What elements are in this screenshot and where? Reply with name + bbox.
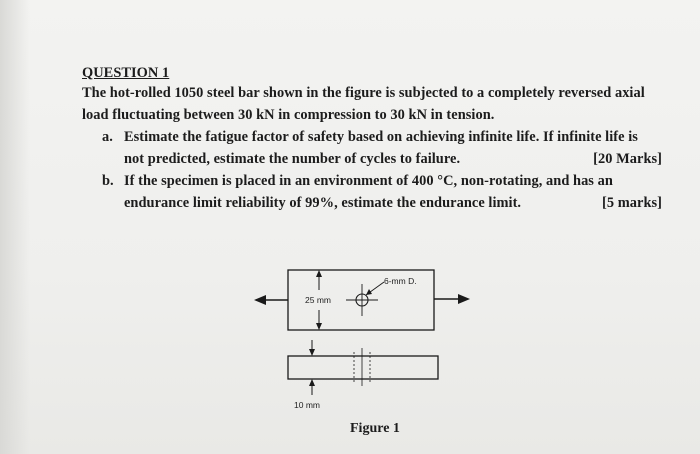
thickness-dim-arrow-up-icon <box>309 379 315 386</box>
right-load-arrowhead-icon <box>458 294 470 304</box>
question-heading: QUESTION 1 <box>82 65 170 81</box>
width-dimension-label: 25 mm <box>305 295 331 305</box>
part-a-marks: [20 Marks] <box>593 151 662 167</box>
part-b-marks: [5 marks] <box>601 195 662 211</box>
width-dim-arrow-down-icon <box>316 323 322 330</box>
intro-line-1: The hot-rolled 1050 steel bar shown in the figure is subjected to a completely reversed axial <box>82 85 645 101</box>
thickness-dimension-label: 10 mm <box>294 400 320 410</box>
part-b-line-1: If the specimen is placed in an environment of 400 °C, non-rotating, and has an <box>124 173 613 189</box>
part-a-line-1: Estimate the fatigue factor of safety based on achieving infinite life. If infinite life is <box>124 129 638 145</box>
hole-diameter-label: 6-mm D. <box>384 276 417 286</box>
part-b-marker: b. <box>102 173 114 189</box>
thickness-dim-arrow-down-icon <box>309 349 315 356</box>
part-a-marker: a. <box>102 129 113 145</box>
intro-line-2: load fluctuating between 30 kN in compression to 30 kN in tension. <box>82 107 495 123</box>
hole-leader-arrow-icon <box>366 289 372 295</box>
figure-caption: Figure 1 <box>350 421 400 436</box>
part-a-line-2: not predicted, estimate the number of cycles to failure. <box>124 151 461 167</box>
width-dim-arrow-up-icon <box>316 270 322 277</box>
part-b-line-2: endurance limit reliability of 99%, estimate the endurance limit. <box>124 195 522 211</box>
bar-side-view <box>288 356 438 379</box>
left-load-arrowhead-icon <box>254 295 266 305</box>
